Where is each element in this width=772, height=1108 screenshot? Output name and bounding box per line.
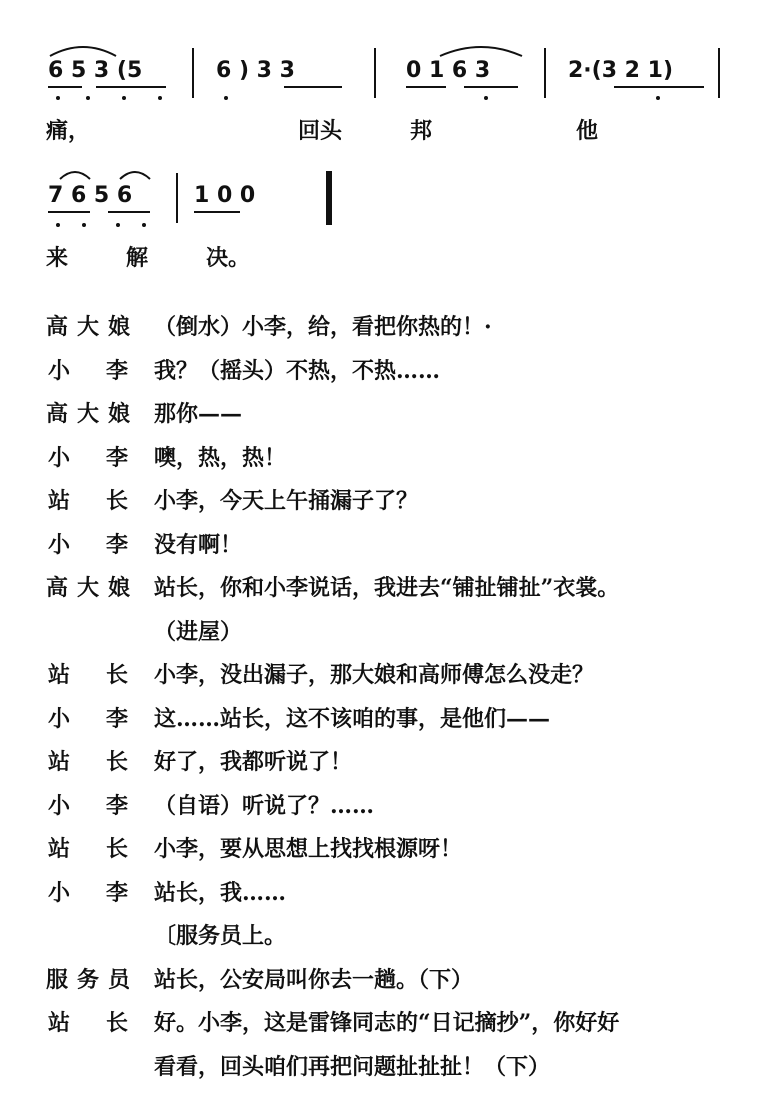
beam-underline [614, 86, 704, 88]
low-octave-dot [122, 96, 126, 100]
dialogue-text: 站长，你和小李说话，我进去“铺扯铺扯”衣裳。 [154, 575, 620, 601]
low-octave-dot [158, 96, 162, 100]
low-octave-dot [86, 96, 90, 100]
dialogue-line [46, 963, 736, 997]
barline [176, 173, 178, 223]
note-group-m6: 1 0 0 [194, 183, 256, 208]
dialogue-text: 小李，要从思想上找找根源呀！ [154, 836, 463, 862]
dialogue-text: （自语）听说了？…… [154, 793, 375, 819]
dialogue-line [46, 528, 736, 562]
lyric: 回头 [298, 118, 343, 144]
dialogue-line [46, 441, 736, 475]
speaker-name: 小 李 [48, 793, 128, 819]
note-group-m3: 0 1 6 3 [406, 58, 491, 83]
beam-underline [194, 211, 240, 213]
lyric: 邦 [410, 118, 433, 144]
lyric: 解 [126, 245, 149, 271]
dialogue-text: 小李，今天上午捅漏子了？ [154, 488, 419, 514]
dialogue-text: 噢，热，热！ [154, 445, 287, 471]
low-octave-dot [56, 96, 60, 100]
slur-arc [438, 42, 524, 58]
dialogue-line [46, 832, 736, 866]
stage-direction: （进屋） [154, 619, 243, 645]
beam-underline [406, 86, 446, 88]
lyric: 来 [46, 245, 69, 271]
beam-underline [96, 86, 166, 88]
slur-arc [58, 167, 92, 181]
speaker-name: 高 大 娘 [46, 575, 130, 601]
beam-underline [48, 211, 90, 213]
speaker-name: 小 李 [48, 445, 128, 471]
barline [192, 48, 194, 98]
lyric: 决。 [206, 245, 251, 271]
beam-underline [108, 211, 150, 213]
speaker-name: 服 务 员 [46, 967, 130, 993]
beam-underline [48, 86, 82, 88]
dialogue-text: 这……站长，这不该咱的事，是他们—— [154, 706, 551, 732]
note-group-m5: 7 6 5 6 [48, 183, 133, 208]
lyric: 痛， [46, 118, 91, 144]
speaker-name: 站 长 [48, 662, 128, 688]
dialogue-line [46, 789, 736, 823]
low-octave-dot [142, 223, 146, 227]
final-barline [326, 171, 332, 225]
speaker-name: 站 长 [48, 836, 128, 862]
note-group-m4: 2·(3 2 1) [568, 58, 674, 83]
stage-direction: 〔服务员上。 [154, 923, 287, 949]
speaker-name: 小 李 [48, 706, 128, 732]
barline [718, 48, 720, 98]
notation-line-2 [44, 165, 344, 275]
dialogue-line [46, 397, 736, 431]
low-octave-dot [56, 223, 60, 227]
note-group-m1: 6 5 3 (5 [48, 58, 143, 83]
low-octave-dot [224, 96, 228, 100]
dialogue-line [46, 702, 736, 736]
dialogue-text: 没有啊！ [154, 532, 243, 558]
dialogue-text: 站长，公安局叫你去一趟。（下） [154, 967, 474, 993]
dialogue-text: 站长，我…… [154, 880, 287, 906]
speaker-name: 小 李 [48, 880, 128, 906]
note-group-m2: 6 ) 3 3 [216, 58, 295, 83]
slur-arc [118, 167, 152, 181]
dialogue-line [46, 745, 736, 779]
dialogue-line [46, 615, 736, 649]
stage-direction: 看看，回头咱们再把问题扯扯扯！（下） [154, 1054, 551, 1080]
dialogue-line [46, 310, 736, 344]
dialogue-line [46, 571, 736, 605]
speaker-name: 站 长 [48, 749, 128, 775]
low-octave-dot [116, 223, 120, 227]
dialogue-line [46, 919, 736, 953]
dialogue-line [46, 1050, 736, 1084]
lyric: 他 [576, 118, 599, 144]
speaker-name: 高 大 娘 [46, 401, 130, 427]
beam-underline [284, 86, 342, 88]
dialogue-text: 小李，没出漏子，那大娘和高师傅怎么没走？ [154, 662, 595, 688]
dialogue-text: 好了，我都听说了！ [154, 749, 353, 775]
dialogue-line [46, 1006, 736, 1040]
low-octave-dot [82, 223, 86, 227]
speaker-name: 小 李 [48, 358, 128, 384]
dialogue-text: 我？（摇头）不热，不热…… [154, 358, 441, 384]
speaker-name: 小 李 [48, 532, 128, 558]
speaker-name: 站 长 [48, 1010, 128, 1036]
dialogue-line [46, 354, 736, 388]
dialogue-text: 那你—— [154, 401, 243, 427]
low-octave-dot [484, 96, 488, 100]
beam-underline [464, 86, 518, 88]
slur-arc [48, 42, 118, 58]
dialogue-text: （倒水）小李，给，看把你热的！· [154, 314, 492, 340]
barline [544, 48, 546, 98]
speaker-name: 高 大 娘 [46, 314, 130, 340]
low-octave-dot [656, 96, 660, 100]
dialogue-line [46, 658, 736, 692]
barline [374, 48, 376, 98]
dialogue-line [46, 484, 736, 518]
dialogue-line [46, 876, 736, 910]
speaker-name: 站 长 [48, 488, 128, 514]
dialogue-text: 好。小李，这是雷锋同志的“日记摘抄”，你好好 [154, 1010, 620, 1036]
notation-line-1 [44, 40, 734, 150]
